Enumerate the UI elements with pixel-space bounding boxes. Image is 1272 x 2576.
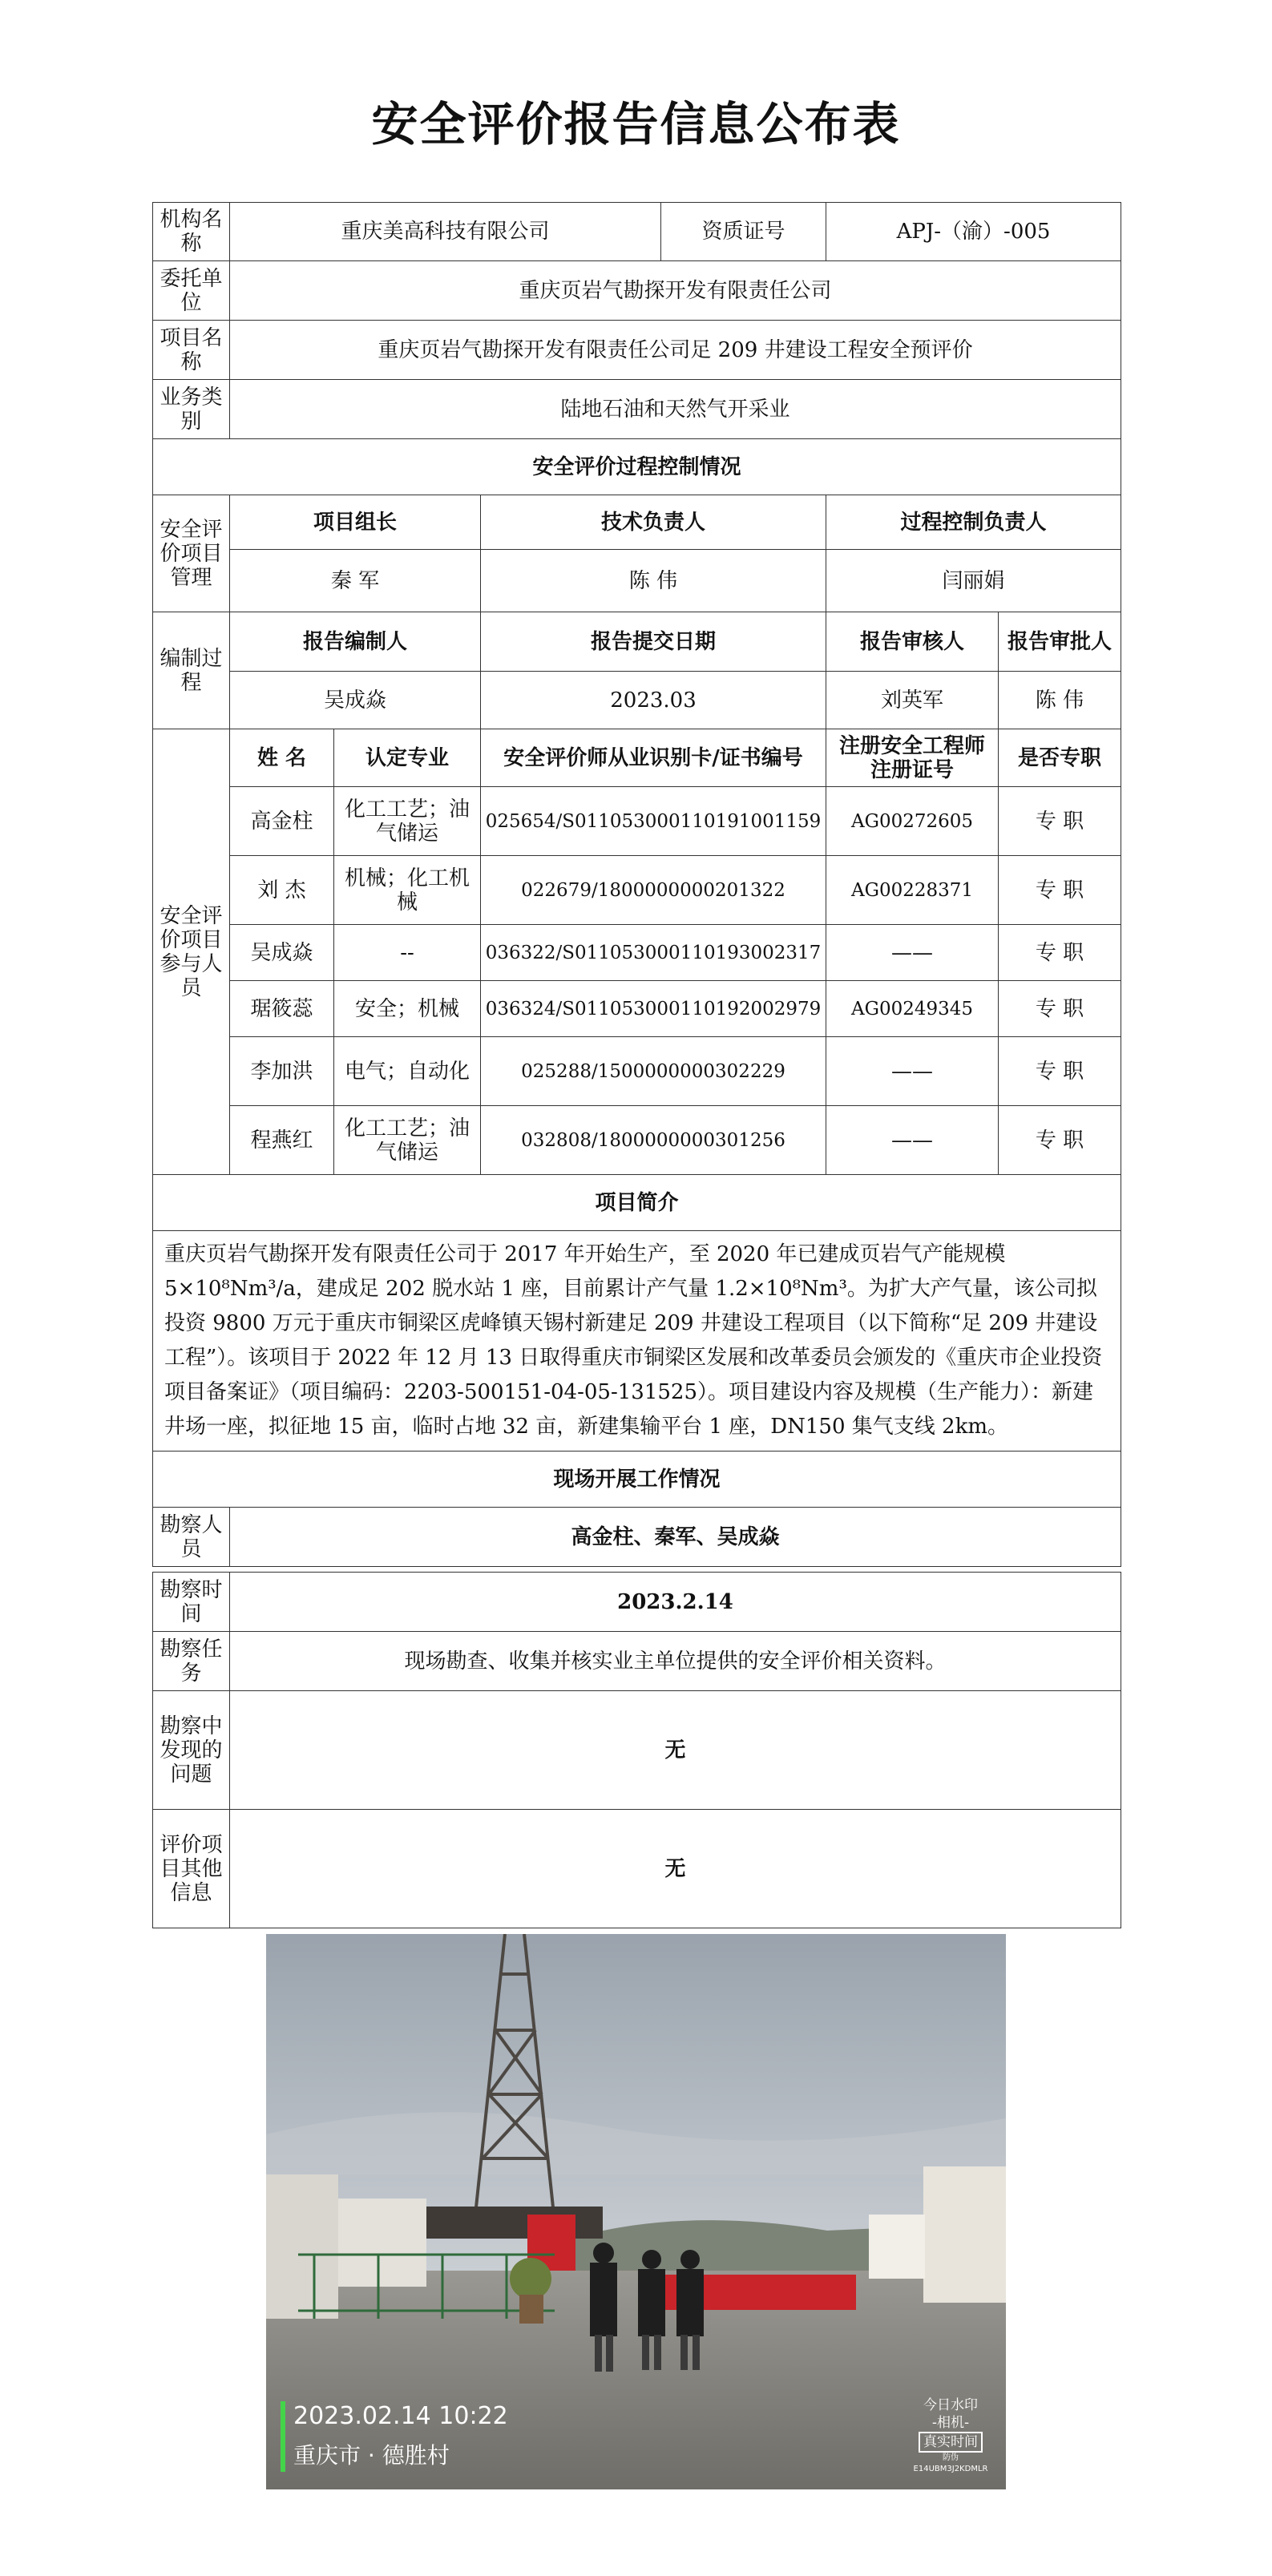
summary-text: 重庆页岩气勘探开发有限责任公司于 2017 年开始生产，至 2020 年已建成页岩气产能规模 5×10⁸Nm³/a，建成足 202 脱水站 1 座，目前累计产气量 1.2×10⁸Nm³。为扩大产气量，该公司拟投资 9800 万元于重庆市铜梁区虎峰镇天锡村新建足 209 井建设工程项目（以下简称“足 209 井建设工程”）。该项目于 2022 年 12 月 13 日取得重庆市铜梁区发展和改革委员会颁发的《重庆市企业投资项目备案证》（项目编码：2203-500151-04-05-131525）。项目建设内容及规模（生产能力）：新建井场一座，拟征地 15 亩，临时占地 32 亩，新建集输平台 1 座，DN150 集气支线 2km。	[153, 1231, 1121, 1452]
participant-name: 琚筱蕊	[230, 981, 334, 1037]
participant-card: 036322/S011053000110193002317	[481, 925, 826, 981]
mgmt-header-leader: 项目组长	[230, 495, 481, 550]
page-title: 安全评价报告信息公布表	[371, 97, 901, 151]
compile-header-reviewer: 报告审核人	[826, 612, 999, 672]
business-label: 业务类别	[153, 380, 230, 439]
compile-label: 编制过程	[153, 612, 230, 729]
site-photo	[266, 1934, 1006, 2489]
participant-major: 化工工艺；油气储运	[334, 1106, 481, 1175]
mgmt-header-tech: 技术负责人	[481, 495, 826, 550]
participant-reg: ——	[826, 1106, 999, 1175]
participants-header-fulltime: 是否专职	[999, 729, 1121, 787]
site-header: 现场开展工作情况	[153, 1452, 1121, 1508]
participant-card: 022679/1800000000201322	[481, 856, 826, 925]
participant-major: 安全；机械	[334, 981, 481, 1037]
mgmt-value-tech: 陈 伟	[481, 550, 826, 612]
compile-value-date: 2023.03	[481, 672, 826, 729]
survey-staff-value: 高金柱、秦军、吴成焱	[230, 1508, 1121, 1567]
participant-card: 025654/S011053000110191001159	[481, 787, 826, 856]
table-row	[153, 856, 1121, 925]
business-value: 陆地石油和天然气开采业	[230, 380, 1121, 439]
participant-fulltime: 专 职	[999, 925, 1121, 981]
participant-major: 电气；自动化	[334, 1037, 481, 1106]
org-label: 机构名称	[153, 203, 230, 261]
compile-value-reviewer: 刘英军	[826, 672, 999, 729]
participant-fulltime: 专 职	[999, 981, 1121, 1037]
participant-major: 化工工艺；油气储运	[334, 787, 481, 856]
cert-value: APJ-（渝）-005	[826, 203, 1121, 261]
table-row	[153, 1037, 1121, 1106]
table-row	[153, 981, 1121, 1037]
cert-label: 资质证号	[661, 203, 826, 261]
watermark-app: 今日水印	[923, 2397, 978, 2413]
org-value: 重庆美高科技有限公司	[230, 203, 661, 261]
watermark-code: 防伪 E14UBM3J2KDMLR	[913, 2453, 988, 2473]
survey-staff-label: 勘察人员	[153, 1508, 230, 1567]
compile-header-approver: 报告审批人	[999, 612, 1121, 672]
management-label: 安全评价项目管理	[153, 495, 230, 612]
participant-card: 025288/1500000000302229	[481, 1037, 826, 1106]
participant-card: 032808/1800000000301256	[481, 1106, 826, 1175]
participants-header-name: 姓 名	[230, 729, 334, 787]
participants-header-reg: 注册安全工程师注册证号	[826, 729, 999, 787]
participant-major: 机械；化工机械	[334, 856, 481, 925]
survey-issues-label: 勘察中发现的问题	[153, 1691, 230, 1810]
participant-name: 程燕红	[230, 1106, 334, 1175]
participant-card: 036324/S011053000110192002979	[481, 981, 826, 1037]
photo-location: 重庆市 · 德胜村	[293, 2442, 450, 2469]
watermark-camera: -相机-	[931, 2415, 970, 2431]
survey-issues-value: 无	[230, 1691, 1121, 1810]
compile-header-date: 报告提交日期	[481, 612, 826, 672]
compile-value-author: 吴成焱	[230, 672, 481, 729]
client-value: 重庆页岩气勘探开发有限责任公司	[230, 261, 1121, 321]
participant-fulltime: 专 职	[999, 787, 1121, 856]
watermark-badge: 真实时间	[919, 2432, 983, 2453]
participant-reg: ——	[826, 1037, 999, 1106]
participants-header-major: 认定专业	[334, 729, 481, 787]
participant-reg: AG00228371	[826, 856, 999, 925]
survey-time-label: 勘察时间	[153, 1573, 230, 1632]
survey-table	[152, 1572, 1121, 1928]
project-value: 重庆页岩气勘探开发有限责任公司足 209 井建设工程安全预评价	[230, 321, 1121, 380]
participants-header-card: 安全评价师从业识别卡/证书编号	[481, 729, 826, 787]
photo-timestamp: 2023.02.14 10:22	[293, 2402, 508, 2430]
timestamp-accent	[281, 2401, 285, 2472]
mgmt-value-control: 闫丽娟	[826, 550, 1121, 612]
participant-name: 李加洪	[230, 1037, 334, 1106]
mgmt-value-leader: 秦 军	[230, 550, 481, 612]
other-info-value: 无	[230, 1810, 1121, 1928]
participants-label: 安全评价项目参与人员	[153, 729, 230, 1175]
participant-fulltime: 专 职	[999, 1037, 1121, 1106]
survey-task-label: 勘察任务	[153, 1632, 230, 1691]
summary-header: 项目简介	[153, 1175, 1121, 1231]
participant-fulltime: 专 职	[999, 856, 1121, 925]
table-row	[153, 925, 1121, 981]
client-label: 委托单位	[153, 261, 230, 321]
compile-header-author: 报告编制人	[230, 612, 481, 672]
participant-fulltime: 专 职	[999, 1106, 1121, 1175]
participant-name: 吴成焱	[230, 925, 334, 981]
info-table	[152, 202, 1121, 1567]
mgmt-header-control: 过程控制负责人	[826, 495, 1121, 550]
project-label: 项目名称	[153, 321, 230, 380]
participant-name: 刘 杰	[230, 856, 334, 925]
table-row	[153, 787, 1121, 856]
participant-major: --	[334, 925, 481, 981]
process-header: 安全评价过程控制情况	[153, 439, 1121, 495]
participant-reg: AG00272605	[826, 787, 999, 856]
participant-reg: ——	[826, 925, 999, 981]
survey-time-value: 2023.2.14	[230, 1573, 1121, 1632]
table-row	[153, 1106, 1121, 1175]
compile-value-approver: 陈 伟	[999, 672, 1121, 729]
photo-watermark	[907, 2396, 995, 2475]
participant-reg: AG00249345	[826, 981, 999, 1037]
survey-task-value: 现场勘查、收集并核实业主单位提供的安全评价相关资料。	[230, 1632, 1121, 1691]
participant-name: 高金柱	[230, 787, 334, 856]
other-info-label: 评价项目其他信息	[153, 1810, 230, 1928]
